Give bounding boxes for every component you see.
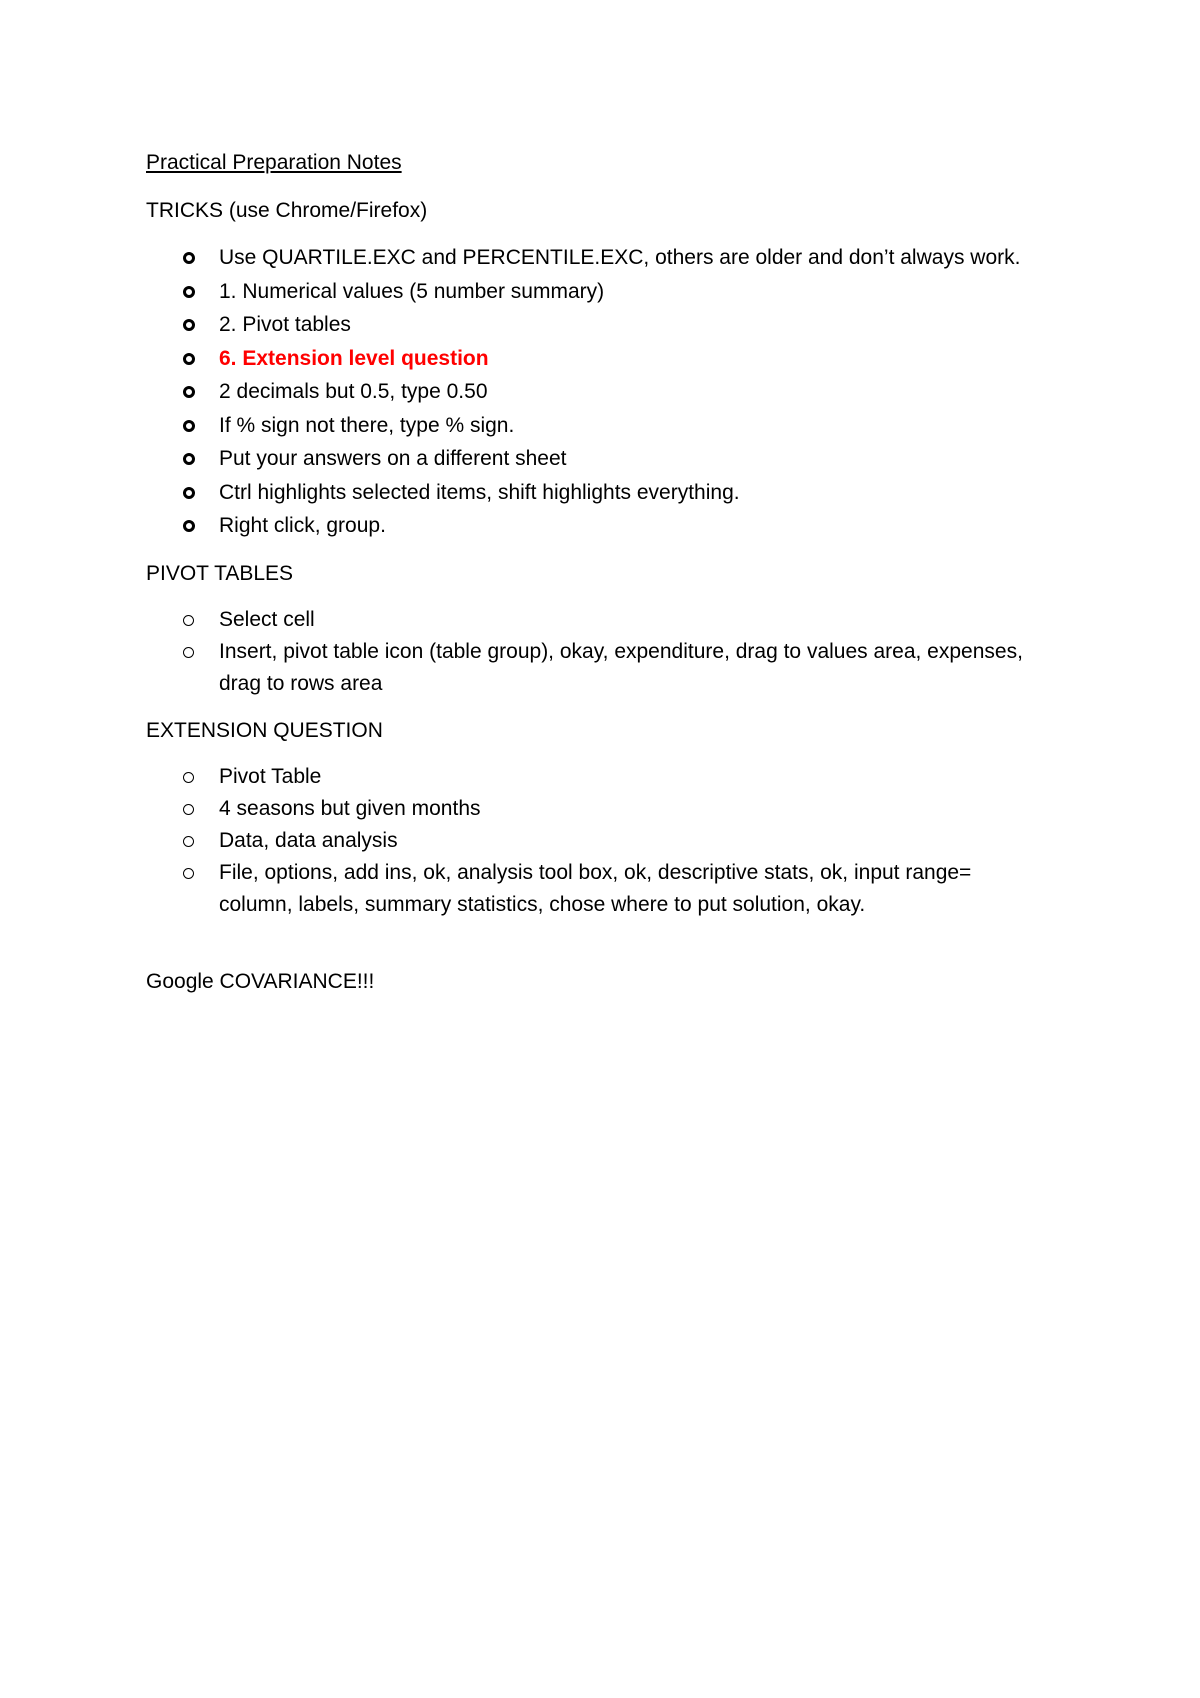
list-item-text: Insert, pivot table icon (table group), okay, expenditure, drag to values area, expenses, drag to rows area	[219, 639, 1023, 695]
bullet-circle-icon	[183, 286, 195, 298]
list-item	[146, 308, 1046, 342]
tricks-list	[146, 241, 1046, 543]
list-item-text: Ctrl highlights selected items, shift highlights everything.	[219, 480, 740, 504]
list-item	[146, 241, 1046, 275]
bullet-circle-icon	[183, 868, 194, 879]
bullet-circle-icon	[183, 386, 195, 398]
bullet-circle-icon	[183, 647, 194, 658]
extension-question-list	[146, 761, 1046, 921]
list-item-text: Pivot Table	[219, 764, 322, 788]
blank-line	[146, 935, 1046, 965]
list-item-text: If % sign not there, type % sign.	[219, 413, 515, 437]
list-item	[146, 442, 1046, 476]
document-content	[146, 146, 1046, 998]
list-item	[146, 825, 1046, 857]
tricks-heading: TRICKS (use Chrome/Firefox)	[146, 199, 428, 222]
list-item-text: Select cell	[219, 607, 315, 631]
list-item	[146, 275, 1046, 309]
bullet-circle-icon	[183, 772, 194, 783]
footer-note: Google COVARIANCE!!!	[146, 969, 375, 993]
list-item	[146, 604, 1046, 636]
list-item-text: 2. Pivot tables	[219, 313, 351, 336]
document-title: Practical Preparation Notes	[146, 151, 402, 174]
bullet-circle-icon	[183, 836, 194, 847]
bullet-circle-icon	[183, 420, 195, 432]
list-item	[146, 342, 1046, 376]
list-item-text: 1. Numerical values (5 number summary)	[219, 279, 605, 303]
list-item	[146, 409, 1046, 443]
list-item-text: File, options, add ins, ok, analysis tool box, ok, descriptive stats, ok, input range= column, labels, summary statistics, chose where to put solution, okay.	[219, 860, 972, 916]
highlighted-list-item-text: 6. Extension level question	[219, 346, 489, 370]
pivot-tables-list	[146, 604, 1046, 700]
bullet-circle-icon	[183, 804, 194, 815]
list-item	[146, 793, 1046, 825]
list-item	[146, 476, 1046, 510]
bullet-circle-icon	[183, 252, 195, 264]
list-item-text: Put your answers on a different sheet	[219, 447, 567, 470]
pivot-tables-heading: PIVOT TABLES	[146, 561, 294, 585]
list-item	[146, 509, 1046, 543]
bullet-circle-icon	[183, 353, 195, 365]
list-item-text: 2 decimals but 0.5, type 0.50	[219, 380, 488, 403]
bullet-circle-icon	[183, 453, 195, 465]
list-item	[146, 636, 1046, 700]
bullet-circle-icon	[183, 487, 195, 499]
list-item-text: Data, data analysis	[219, 828, 398, 852]
list-item	[146, 761, 1046, 793]
list-item-text: 4 seasons but given months	[219, 796, 481, 820]
list-item-text: Right click, group.	[219, 514, 386, 537]
extension-question-heading: EXTENSION QUESTION	[146, 718, 383, 742]
list-item-text: Use QUARTILE.EXC and PERCENTILE.EXC, others are older and don’t always work.	[219, 246, 1021, 269]
bullet-circle-icon	[183, 319, 195, 331]
bullet-circle-icon	[183, 520, 195, 532]
bullet-circle-icon	[183, 615, 194, 626]
list-item	[146, 857, 1046, 921]
list-item	[146, 375, 1046, 409]
